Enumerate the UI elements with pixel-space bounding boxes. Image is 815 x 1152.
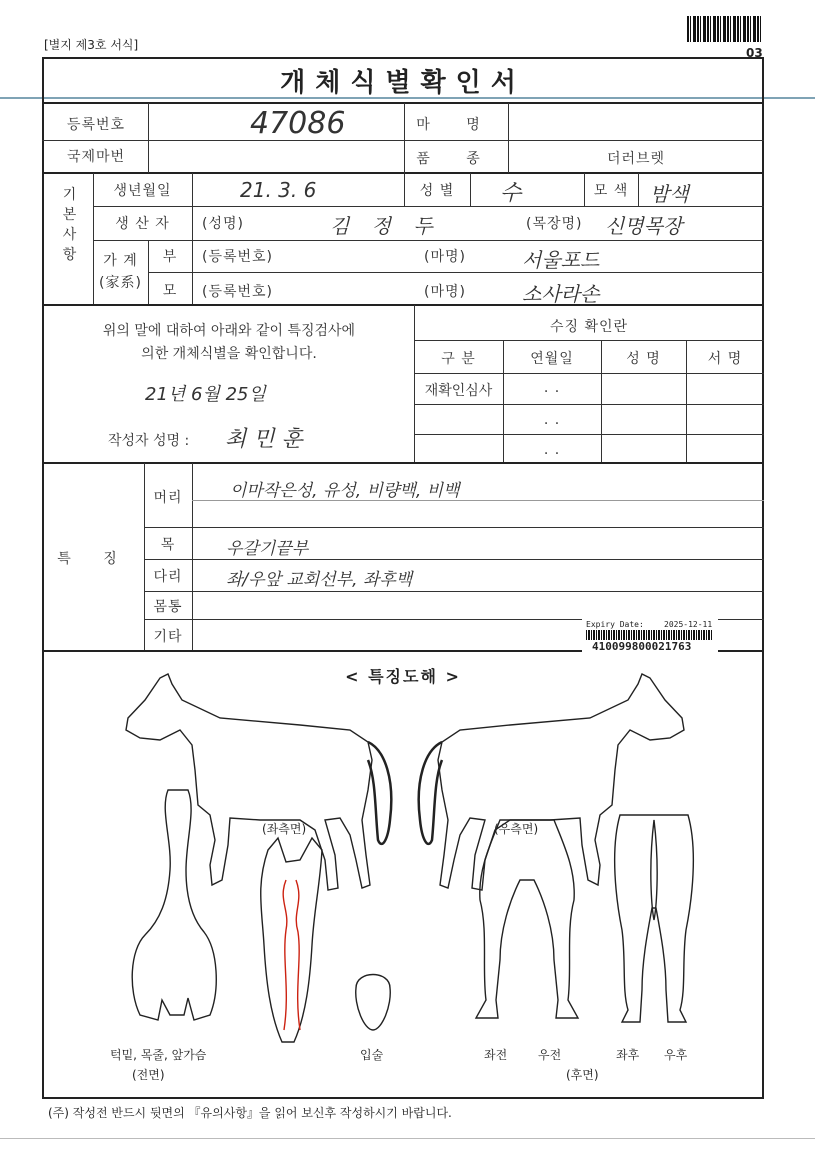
date-dots-3: . . — [543, 442, 561, 458]
farm-value: 신명목장 — [605, 214, 683, 238]
horse-front-legs-icon — [476, 820, 578, 1018]
lf-caption: 좌전 — [484, 1048, 508, 1062]
basic-section-label: 기본사항 — [62, 187, 78, 263]
col-name: 성 명 — [626, 351, 661, 367]
dam-name-value: 소사라손 — [522, 282, 600, 306]
date-dots-1: . . — [543, 380, 561, 396]
author-label: 작성자 성명 : — [108, 433, 190, 449]
horse-front-throat-icon — [132, 790, 216, 1020]
horse-rear-legs-icon — [615, 815, 694, 1022]
pedigree-hanja: (家系) — [99, 275, 142, 291]
horse-lips-icon — [356, 975, 391, 1031]
body-label: 몸통 — [153, 599, 183, 615]
intl-no-label: 국제마번 — [66, 149, 126, 165]
front-sub: (전면) — [132, 1068, 165, 1082]
head-label: 머리 — [153, 490, 183, 506]
pedigree-label: 가 계 — [103, 253, 138, 269]
lh-caption: 좌후 — [616, 1048, 640, 1062]
neck-value: 우갈기끝부 — [226, 539, 309, 559]
form-reference: [별지 제3호 서식] — [44, 38, 139, 52]
sire-name-value: 서울포드 — [522, 248, 600, 272]
rh-caption: 우후 — [664, 1048, 688, 1062]
right-side-label: (우측면) — [494, 822, 539, 836]
color-value: 밤색 — [650, 182, 689, 206]
page-title: 개체식별확인서 — [280, 67, 526, 98]
producer-name-label: (성명) — [202, 216, 244, 232]
sticker-expiry-label: Expiry Date: — [586, 620, 644, 629]
rear-sub: (후면) — [566, 1068, 599, 1082]
revision-title: 수징 확인란 — [549, 319, 629, 335]
sire-name-label: (마명) — [424, 249, 466, 265]
col-type: 구 분 — [441, 351, 476, 367]
producer-name-value: 김 정 두 — [330, 214, 441, 238]
statement-line2: 의한 개체식별을 확인합니다. — [141, 346, 317, 362]
left-side-label: (좌측면) — [262, 822, 307, 836]
legs-label: 다리 — [153, 569, 183, 585]
horse-left-side-icon — [126, 674, 391, 890]
diagram-title: < 특징도해 > — [345, 667, 461, 686]
horse-face-icon — [261, 838, 322, 1042]
sire-label: 부 — [162, 249, 178, 265]
author-value: 최 민 훈 — [225, 427, 303, 452]
expiry-sticker — [582, 618, 718, 652]
dam-label: 모 — [162, 283, 178, 299]
horse-right-side-icon — [419, 674, 684, 890]
confirm-date: 21년 6월 25일 — [145, 384, 266, 405]
dob-label: 생년월일 — [113, 183, 172, 199]
dob-value: 21. 3. 6 — [240, 178, 317, 202]
statement-line1: 위의 말에 대하여 아래와 같이 특징검사에 — [102, 323, 356, 339]
breed-label: 품 종 — [416, 151, 496, 167]
sex-value: 수 — [500, 181, 522, 206]
front-caption: 턱밑, 목줄, 앞가슴 — [110, 1048, 207, 1062]
rf-caption: 우전 — [538, 1048, 562, 1062]
page-number: 03 — [746, 46, 763, 60]
sire-reg-label: (등록번호) — [202, 249, 274, 265]
color-label: 모 색 — [593, 183, 629, 199]
neck-label: 목 — [160, 537, 176, 553]
lips-caption: 입술 — [360, 1048, 384, 1062]
farm-label: (목장명) — [526, 216, 583, 232]
col-date: 연월일 — [530, 351, 574, 367]
dam-name-label: (마명) — [424, 284, 466, 300]
head-value: 이마작은성, 유성, 비량백, 비백 — [230, 481, 460, 501]
horse-diagrams — [100, 670, 710, 1050]
scan-edge — [0, 1138, 815, 1139]
barcode-top — [687, 16, 763, 42]
reg-no-label: 등록번호 — [66, 117, 126, 133]
reg-no-value: 47086 — [250, 106, 346, 141]
horse-name-label: 마 명 — [416, 117, 496, 133]
dam-reg-label: (등록번호) — [202, 284, 274, 300]
sticker-expiry-value: 2025-12-11 — [664, 620, 713, 629]
other-label: 기타 — [153, 629, 183, 645]
features-section-label: 특 징 — [57, 551, 131, 567]
legs-value: 좌/우앞 교회선부, 좌후백 — [226, 570, 413, 590]
row-recheck: 재확인심사 — [424, 383, 493, 399]
date-dots-2: . . — [543, 412, 561, 428]
producer-label: 생 산 자 — [115, 216, 170, 232]
breed-value: 더러브렛 — [606, 151, 666, 167]
footer-note: (주) 작성전 반드시 뒷면의 『유의사항』을 읽어 보신후 작성하시기 바랍니다. — [48, 1106, 452, 1120]
sticker-code: 410099800021763 — [592, 640, 692, 653]
sticker-barcode — [586, 630, 712, 640]
sex-label: 성 별 — [419, 183, 455, 199]
col-sign: 서 명 — [707, 351, 743, 367]
